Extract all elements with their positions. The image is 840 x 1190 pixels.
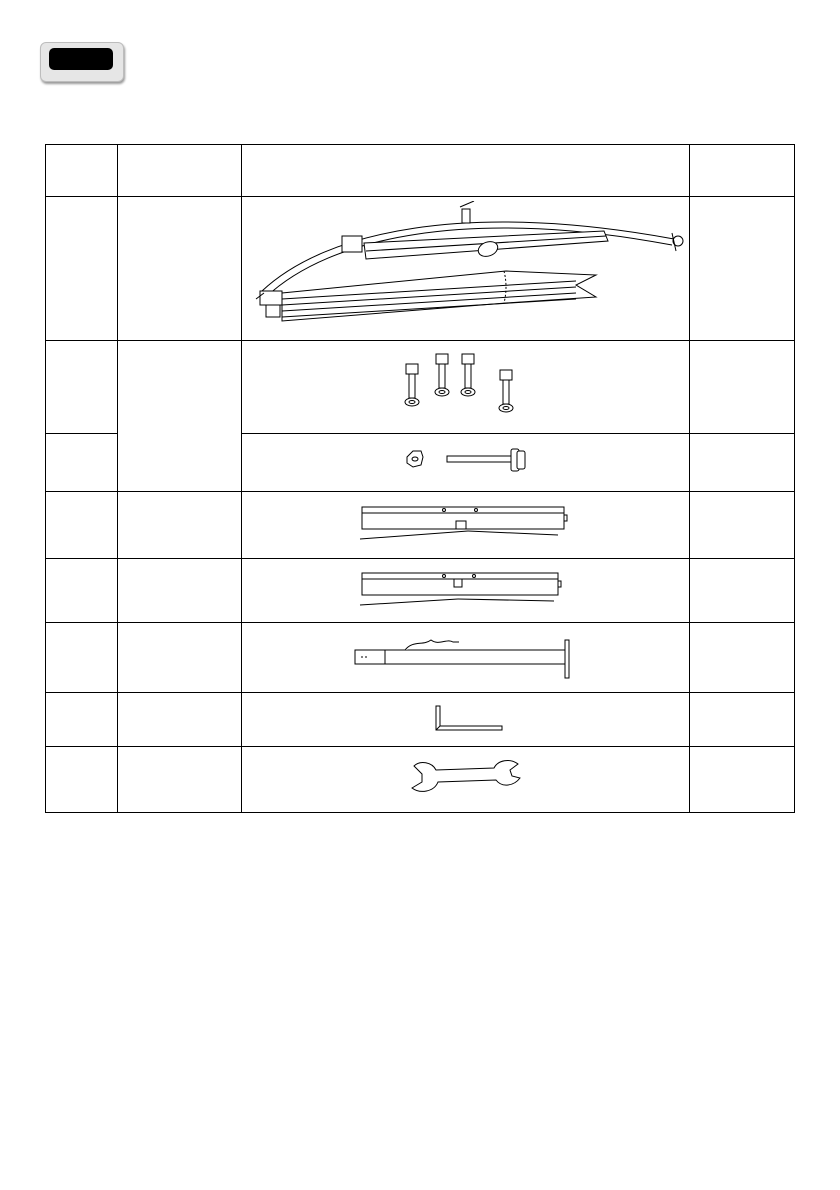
table-header-row	[46, 145, 795, 197]
row-id	[46, 693, 118, 747]
table-row	[46, 747, 795, 813]
umbrella-canopy-frame-icon	[246, 201, 686, 336]
row-qty	[690, 434, 795, 492]
table-row	[46, 492, 795, 559]
part-picture-cell	[242, 559, 690, 623]
row-qty	[690, 747, 795, 813]
row-id	[46, 492, 118, 559]
bolts-with-washers-icon	[396, 352, 536, 422]
row-id	[46, 341, 118, 434]
table-row	[46, 559, 795, 623]
part-picture-cell	[242, 693, 690, 747]
row-id	[46, 434, 118, 492]
row-name	[118, 197, 242, 341]
allen-key-icon	[426, 702, 506, 738]
row-name	[118, 693, 242, 747]
table-row	[46, 197, 795, 341]
table-row	[46, 693, 795, 747]
cross-base-bar-long-icon	[358, 505, 573, 545]
row-id	[46, 197, 118, 341]
row-name	[118, 492, 242, 559]
row-name	[118, 623, 242, 693]
row-id	[46, 747, 118, 813]
parts-list-table	[45, 144, 795, 813]
row-qty	[690, 693, 795, 747]
row-name	[118, 747, 242, 813]
row-id	[46, 623, 118, 693]
row-qty	[690, 623, 795, 693]
row-id	[46, 559, 118, 623]
nut-and-rod-icon	[401, 443, 531, 483]
part-picture-cell	[242, 492, 690, 559]
column-header-qty	[690, 145, 795, 197]
part-picture-cell	[242, 434, 690, 492]
table-row	[46, 341, 795, 434]
row-qty	[690, 341, 795, 434]
row-qty	[690, 559, 795, 623]
column-header-picture	[242, 145, 690, 197]
table-row	[46, 623, 795, 693]
part-picture-cell	[242, 197, 690, 341]
row-name	[118, 559, 242, 623]
column-header-no	[46, 145, 118, 197]
section-badge-label	[49, 48, 113, 70]
part-picture-cell	[242, 341, 690, 434]
row-qty	[690, 492, 795, 559]
row-name	[118, 341, 242, 492]
column-header-name	[118, 145, 242, 197]
wrench-icon	[406, 758, 526, 802]
pole-with-plate-icon	[353, 636, 578, 680]
section-badge	[40, 42, 124, 82]
cross-base-bar-short-icon	[358, 571, 573, 611]
part-picture-cell	[242, 747, 690, 813]
part-picture-cell	[242, 623, 690, 693]
row-qty	[690, 197, 795, 341]
